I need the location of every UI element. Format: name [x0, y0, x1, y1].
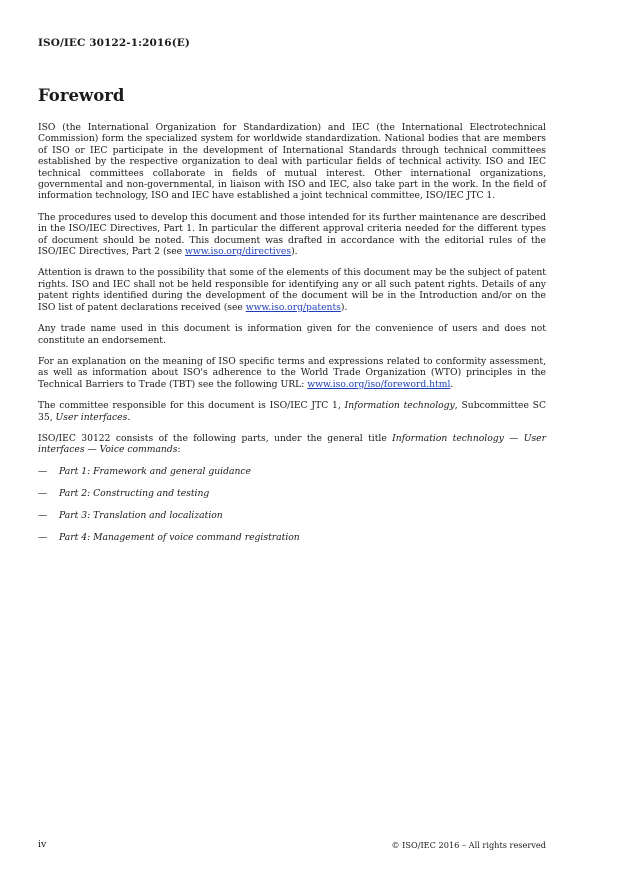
part-label: Part 2: Constructing and testing [59, 487, 210, 499]
paragraph-parts-intro [38, 433, 546, 456]
copyright-notice: © ISO/IEC 2016 – All rights reserved [391, 840, 546, 850]
paragraph-trade-name: Any trade name used in this document is information given for the convenience of users and does not constitute an endorsement. [38, 323, 546, 346]
paragraph-committee [38, 400, 546, 423]
list-item [38, 510, 546, 521]
part-label: Part 3: Translation and localization [59, 510, 223, 522]
list-item [38, 532, 546, 543]
paragraph-patents [38, 267, 546, 313]
parts-list [38, 466, 546, 544]
parts-intro-text: ISO/IEC 30122 consists of the following parts, under the general title [38, 432, 393, 444]
paragraph-patents-end: ). [340, 301, 348, 313]
committee-text-b: , Subcommittee SC 35, [38, 400, 547, 423]
paragraph-conformity [38, 356, 546, 390]
dash-bullet: — [38, 532, 48, 544]
part-label: Part 4: Management of voice command registration [59, 532, 300, 544]
committee-italic-ui: User interfaces [55, 411, 128, 423]
committee-text-c: . [127, 411, 131, 423]
paragraph-patents-text: Attention is drawn to the possibility that some of the elements of this document may be the subject of patent rights. ISO and IEC shall not be held responsible for identifying any or all such patent rights. Details of any patent rights identified during the development of the document will be in the Introduction and/or on the ISO list of patent declarations received (see [38, 267, 546, 313]
list-item [38, 488, 546, 499]
parts-intro-colon: : [177, 444, 181, 456]
paragraph-procedures [38, 212, 546, 258]
foreword-body [38, 122, 546, 555]
paragraph-procedures-end: ). [291, 246, 298, 258]
committee-italic-it: Information technology [344, 400, 455, 412]
page-title: Foreword [38, 86, 125, 105]
paragraph-conformity-text: For an explanation on the meaning of ISO specific terms and expressions related to conformity assessment, as well as information about ISO's adherence to the World Trade Organization (WTO) principles in the Technical Barriers to Trade (TBT) see the following URL: [38, 355, 546, 390]
link-directives[interactable]: www.iso.org/directives [185, 246, 292, 258]
paragraph-iso-iec-intro: ISO (the International Organization for Standardization) and IEC (the International Electrotechnical Commission) form the specialized system for worldwide standardization. National bodies that are members of ISO or IEC participate in the development of International Standards through technical committees established by the respective organization to deal with particular fields of technical activity. ISO and IEC technical committees collaborate in fields of mutual interest. Other international organizations, governmental and non-governmental, in liaison with ISO and IEC, also take part in the work. In the field of information technology, ISO and IEC have established a joint technical committee, ISO/IEC JTC 1. [38, 122, 546, 202]
list-item [38, 466, 546, 477]
paragraph-conformity-end: . [450, 378, 454, 390]
link-patents[interactable]: www.iso.org/patents [245, 301, 341, 313]
dash-bullet: — [38, 510, 48, 522]
parts-intro-title: Information technology — User interfaces — Voice commands [38, 432, 547, 456]
part-label: Part 1: Framework and general guidance [59, 465, 251, 477]
page-number: iv [38, 839, 47, 850]
dash-bullet: — [38, 465, 48, 477]
dash-bullet: — [38, 487, 48, 499]
document-code: ISO/IEC 30122-1:2016(E) [38, 37, 190, 49]
link-foreword[interactable]: www.iso.org/iso/foreword.html [307, 378, 451, 390]
committee-text-a: The committee responsible for this document is ISO/IEC JTC 1, [38, 400, 345, 412]
paragraph-procedures-text: The procedures used to develop this document and those intended for its further maintenance are described in the ISO/IEC Directives, Part 1. In particular the different approval criteria needed for the different types of document should be noted. This document was drafted in accordance with the editorial rules of the ISO/IEC Directives, Part 2 (see [38, 211, 546, 258]
